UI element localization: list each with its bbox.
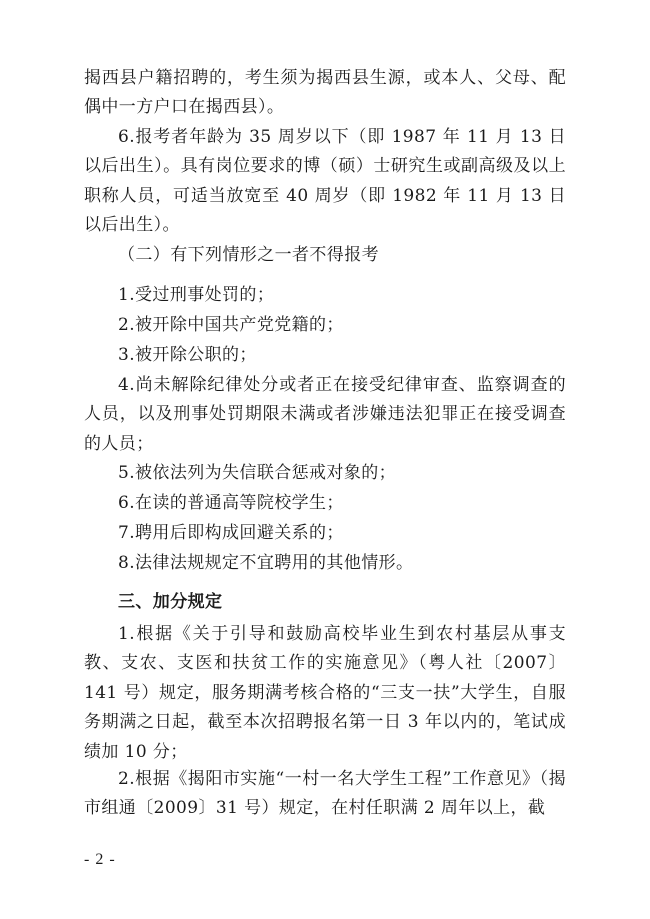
list-item-4: 4.尚未解除纪律处分或者正在接受纪律审查、监察调查的人员，以及刑事处罚期限未满或者涉嫌违法犯罪正在接受调查的人员；	[84, 375, 566, 454]
bonus-rule-1: 1.根据《关于引导和鼓励高校毕业生到农村基层从事支教、支农、支医和扶贫工作的实施意见》（粤人社〔2007〕141 号）规定，服务期满考核合格的“三支一扶”大学生，自服务期满之日起，截至本次招聘报名第一日 3 年以内的，笔试成绩加 10 分；	[84, 624, 566, 762]
section-heading-bonus-points: 三、加分规定	[118, 592, 223, 612]
list-item-7: 7.聘用后即构成回避关系的；	[118, 523, 344, 543]
list-item-2: 2.被开除中国共产党党籍的；	[118, 315, 344, 335]
list-item-1: 1.受过刑事处罚的；	[118, 285, 275, 305]
page-number: - 2 -	[84, 851, 116, 868]
paragraph-age-requirement: 6.报考者年龄为 35 周岁以下（即 1987 年 11 月 13 日以后出生）。具有岗位要求的博（硕）士研究生或副高级及以上职称人员，可适当放宽至 40 周岁（即 1982 年 11 月 13 日以后出生）。	[84, 127, 566, 236]
list-item-5: 5.被依法列为失信联合惩戒对象的；	[118, 463, 397, 483]
subheading-disqualifications: （二）有下列情形之一者不得报考	[118, 245, 379, 265]
paragraph-continuation: 揭西县户籍招聘的，考生须为揭西县生源，或本人、父母、配偶中一方户口在揭西县）。	[84, 68, 566, 118]
list-item-8: 8.法律法规规定不宜聘用的其他情形。	[118, 553, 414, 573]
list-item-6: 6.在读的普通高等院校学生；	[118, 493, 344, 513]
list-item-3: 3.被开除公职的；	[118, 345, 257, 365]
bonus-rule-2: 2.根据《揭阳市实施“一村一名大学生工程”工作意见》（揭市组通〔2009〕31 号）规定，在村任职满 2 周年以上，截	[84, 769, 566, 819]
